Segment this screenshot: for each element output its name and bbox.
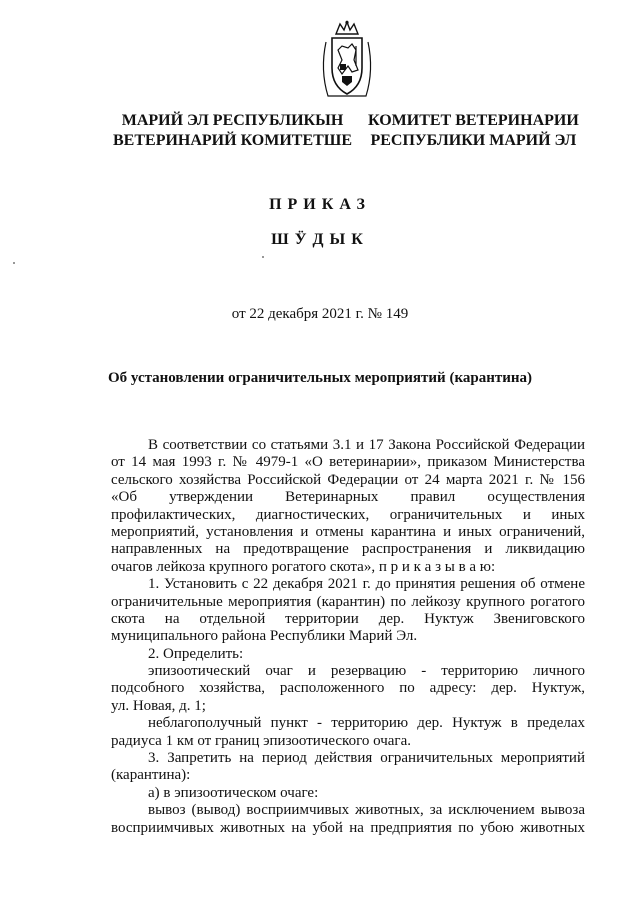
body-line: муниципального района Республики Марий Эл. [111,628,418,645]
document-type-russian: ПРИКАЗ [269,196,371,213]
header-left-block [113,111,352,151]
body-line: эпизоотический очаг и резервацию - территорию личного [148,663,585,680]
body-line: профилактических, диагностических, ограничительных и иных [111,506,585,523]
body-line: В соответствии со статьями 3.1 и 17 Закона Российской Федерации [148,437,585,453]
body-line: направленных на предотвращение распространения и ликвидацию [111,541,585,558]
order-date-number: от 22 декабря 2021 г. № 149 [231,306,409,322]
body-line: (карантина): [111,767,191,784]
header-right-line-2: РЕСПУБЛИКИ МАРИЙ ЭЛ [370,132,577,149]
body-line: мероприятий, установления и отмены карантина и иных ограничений, [111,523,585,540]
order-title: Об установлении ограничительных мероприятий (карантина) [107,370,532,386]
scan-speck [13,262,15,264]
header-left-line-2: ВЕТЕРИНАРИЙ КОМИТЕТШЕ [113,132,353,149]
body-line: скота на отдельной территории дер. Нуктуж Звениговского [111,610,585,627]
body-line: 3. Запретить на период действия ограничительных мероприятий [148,750,585,767]
body-line: 2. Определить: [148,645,244,662]
body-line: ограничительные мероприятия (карантин) по лейкозу крупного рогатого [111,593,585,610]
header-right-line-1: КОМИТЕТ ВЕТЕРИНАРИИ [368,112,579,129]
body-line: ул. Новая, д. 1; [111,697,206,714]
body-line: от 14 мая 1993 г. № 4979-1 «О ветеринарии», приказом Министерства [111,454,585,471]
body-line: «Об утверждении Ветеринарных правил осуществления [111,489,585,506]
body-line: очагов лейкоза крупного рогатого скота», п р и к а з ы в а ю: [111,558,496,575]
body-line: восприимчивых животных на убой на предприятия по убою животных [111,819,585,836]
body-line: 1. Установить с 22 декабря 2021 г. до принятия решения об отмене [148,576,585,593]
body-line: неблагополучный пункт - территорию дер. Нуктуж в пределах [148,715,585,732]
body-line: а) в эпизоотическом очаге: [148,784,319,801]
header-right-block [368,111,579,151]
order-body [111,437,585,837]
body-line: сельского хозяйства Российской Федерации от 24 марта 2021 г. № 156 [111,471,585,488]
coat-of-arms-icon [318,20,376,102]
scan-speck [262,256,264,258]
body-line: вывоз (вывод) восприимчивых животных, за исключением вывоза [148,802,585,819]
header-left-line-1: МАРИЙ ЭЛ РЕСПУБЛИКЫН [121,112,344,129]
document-type-mari: ШӰДЫК [271,231,369,248]
body-line: подсобного хозяйства, расположенного по адресу: дер. Нуктуж, [111,680,585,697]
body-line: радиуса 1 км от границ эпизоотического очага. [111,732,411,749]
